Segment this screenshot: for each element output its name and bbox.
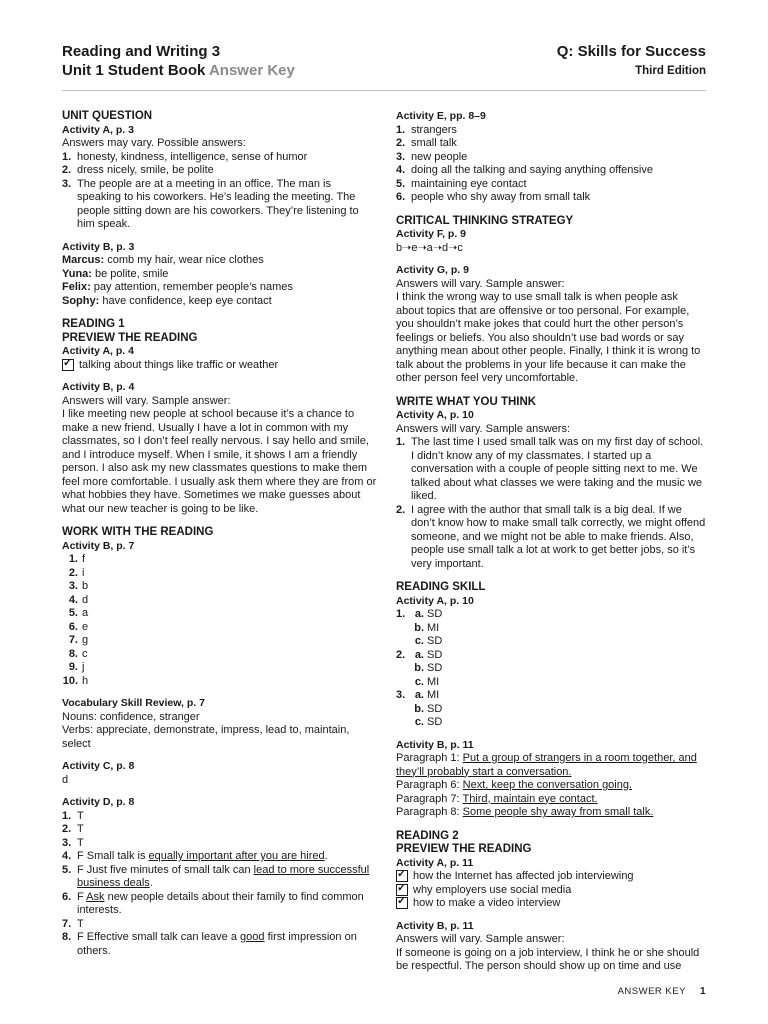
activity-heading: Activity B, p. 11 <box>396 919 474 932</box>
item-number: 1. <box>68 553 78 565</box>
item-number: 9. <box>68 661 78 673</box>
section-heading: UNIT QUESTION <box>62 110 153 122</box>
list-item <box>62 268 377 282</box>
list-item <box>62 254 377 268</box>
checkbox-checked-icon <box>396 870 408 882</box>
list-item <box>62 281 377 295</box>
answer-list <box>62 151 377 232</box>
vocab-verbs: Verbs: appreciate, demonstrate, impress, lead to, maintain, select <box>62 724 350 750</box>
item-text: people who shy away from small talk <box>411 191 591 203</box>
item-text: g <box>82 634 89 646</box>
list-item <box>62 891 377 918</box>
item-letter: a. <box>414 608 424 620</box>
activity-heading: Activity D, p. 8 <box>62 796 135 808</box>
checkbox-checked-icon <box>396 884 408 896</box>
item-number: 8. <box>68 647 78 660</box>
list-item <box>62 594 377 608</box>
list-item <box>62 178 377 232</box>
list-item <box>396 504 708 572</box>
list-item <box>62 621 377 635</box>
item-number: 1. <box>396 608 406 620</box>
item-text: how to make a video interview <box>413 897 561 909</box>
answer-intro: Answers will vary. Sample answers: <box>396 422 571 435</box>
item-text: pay attention, remember people’s names <box>90 281 293 293</box>
list-item <box>62 553 377 567</box>
speaker-name: Sophy: <box>62 294 100 307</box>
item-letter: b. <box>414 621 424 634</box>
item-text: MI <box>427 689 440 701</box>
sample-answer: If someone is going on a job interview, I think he or she should be respectful. The person should show up on time and use <box>396 946 700 972</box>
item-number: 4. <box>68 593 78 606</box>
page-number: 1 <box>699 986 706 997</box>
speaker-name: Yuna: <box>62 267 92 280</box>
main-idea-sentence: Put a group of strangers in a room together, and they’ll probably start a conversation. <box>396 752 697 778</box>
activity-heading: Activity A, p. 4 <box>62 345 134 357</box>
list-item <box>62 164 377 178</box>
answer-list <box>62 553 377 688</box>
item-number <box>396 635 411 649</box>
item-number: 3. <box>62 836 72 849</box>
list-item <box>396 635 708 649</box>
item-number <box>396 703 411 717</box>
item-text: c <box>82 647 88 660</box>
item-text: SD <box>427 648 443 661</box>
underlined-correction: good <box>240 931 265 943</box>
edition-label: Third Edition <box>635 65 706 77</box>
item-text: i <box>82 566 85 579</box>
list-item <box>396 806 708 820</box>
item-number: 2. <box>396 648 406 661</box>
item-text: The people are at a meeting in an office. The man is speaking to his coworkers. He’s leading the meeting. The people sitting down are his coworkers. They’re listening to him speak. <box>77 177 359 230</box>
item-text-pre: T <box>77 823 84 835</box>
item-number: 5. <box>68 607 78 619</box>
answer-list <box>62 810 377 959</box>
list-item <box>62 810 377 824</box>
underlined-correction: equally important after you are hired <box>148 850 325 862</box>
item-number <box>396 622 411 636</box>
item-text: SD <box>427 702 443 715</box>
item-number: 1. <box>396 123 406 136</box>
list-item <box>396 151 708 165</box>
item-letter: a. <box>414 648 424 661</box>
item-text: MI <box>427 675 440 688</box>
item-text-pre: F <box>77 890 87 903</box>
section-heading: PREVIEW THE READING <box>396 843 532 855</box>
section-heading: WRITE WHAT YOU THINK <box>396 395 537 408</box>
sample-answer: I think the wrong way to use small talk is when people ask about topics that are offensive or too personal. For example, you shouldn’t make jokes that could hurt the other person’s feelings or beliefs. You also shouldn’t use bad words or say anything mean about other people. Finally, I think it is wrong to talk about the problems in your life because it can make the other person feel very uncomfortable. <box>396 291 701 384</box>
activity-heading: Vocabulary Skill Review, p. 7 <box>62 697 205 709</box>
paragraph-label: Paragraph 7: <box>396 792 463 805</box>
item-text: maintaining eye contact <box>411 177 527 190</box>
item-text: dress nicely, smile, be polite <box>77 164 214 176</box>
list-item <box>62 675 377 689</box>
item-text <box>77 931 377 958</box>
item-text: SD <box>427 662 443 674</box>
activity-heading: Activity B, p. 11 <box>396 738 474 751</box>
item-number: 2. <box>62 823 72 835</box>
footer-label: ANSWER KEY <box>617 986 686 997</box>
item-text-pre: T <box>77 836 84 849</box>
activity-heading: Activity A, p. 3 <box>62 123 134 136</box>
item-text: The last time I used small talk was on my first day of school. I didn’t know any of my classmates. I started up a conversation with a couple of people sitting next to me. We talked about what classes we were taking and the music we liked. <box>411 436 704 502</box>
item-text: why employers use social media <box>413 883 572 896</box>
answer-intro: Answers will vary. Sample answer: <box>396 933 565 945</box>
sample-answer: I like meeting new people at school because it’s a chance to make a new friend. Usually I have a lot in common with my classmates, so I don’t feel really nervous. I say hello and smile, and I introduce myself. When I smile, it shows I am a friendly person. I also ask my new classmates questions to make them feel more comfortable. I usually ask them where they are from or what hobbies they have. Sometimes we make guesses about what our new teacher is going to be like. <box>62 408 377 515</box>
item-number: 8. <box>62 931 72 943</box>
answer-list <box>396 752 708 820</box>
item-text-post: first impression on others. <box>77 931 357 957</box>
item-text: new people <box>411 150 468 163</box>
item-number: 1. <box>62 809 72 822</box>
list-item <box>396 752 708 779</box>
student-book-label: Student Book <box>107 62 206 79</box>
answer-intro: Answers will vary. Sample answer: <box>396 277 565 290</box>
list-item <box>396 164 708 178</box>
item-number: 10. <box>62 674 78 687</box>
item-text-post: . <box>324 850 328 862</box>
activity-heading: Activity E, pp. 8–9 <box>396 110 486 122</box>
item-letter: c. <box>414 675 424 688</box>
item-number: 1. <box>396 436 406 448</box>
list-item <box>62 295 377 309</box>
answer-list <box>396 608 708 730</box>
item-text: have confidence, keep eye contact <box>99 294 272 307</box>
item-text: b <box>82 580 89 592</box>
item-number: 2. <box>62 164 72 176</box>
item-text <box>77 837 84 851</box>
item-text: d <box>82 593 89 606</box>
header-right <box>557 42 706 81</box>
answer-intro: Answers may vary. Possible answers: <box>62 137 246 149</box>
item-text: strangers <box>411 123 457 136</box>
item-text <box>77 810 84 824</box>
checkbox-checked-icon <box>62 359 74 371</box>
item-text <box>77 864 377 891</box>
activity-heading: Activity B, p. 4 <box>62 381 135 393</box>
right-column <box>396 110 708 974</box>
item-text: small talk <box>411 137 457 149</box>
item-number: 6. <box>68 620 78 633</box>
section-heading: WORK WITH THE READING <box>62 526 214 538</box>
list-item <box>396 649 708 663</box>
list-item <box>62 151 377 165</box>
unit-label: Unit 1 <box>62 62 104 79</box>
item-number: 7. <box>62 917 72 930</box>
item-number <box>396 676 411 690</box>
list-item <box>62 864 377 891</box>
book-title: Reading and Writing 3 <box>62 43 221 60</box>
item-number: 3. <box>396 689 406 701</box>
item-text <box>77 850 328 864</box>
section-heading: READING SKILL <box>396 581 486 593</box>
section-heading: READING 2 <box>396 829 459 842</box>
list-item <box>62 823 377 837</box>
book-subtitle <box>62 61 295 80</box>
list-item <box>62 359 377 373</box>
underlined-correction: Ask <box>86 890 105 903</box>
main-idea-sentence: Some people shy away from small talk. <box>462 806 654 818</box>
section-heading: PREVIEW THE READING <box>62 331 198 344</box>
speaker-name: Felix: <box>62 281 91 293</box>
list-item <box>396 870 708 884</box>
item-number <box>396 662 411 676</box>
activity-heading: Activity B, p. 7 <box>62 539 135 552</box>
item-number: 2. <box>396 503 406 516</box>
list-item <box>396 703 708 717</box>
item-text: SD <box>427 716 443 728</box>
activity-heading: Activity A, p. 10 <box>396 594 474 607</box>
list-item <box>396 124 708 138</box>
item-text: f <box>82 553 86 565</box>
item-number: 3. <box>68 580 78 592</box>
item-text <box>77 891 377 918</box>
item-number: 4. <box>396 164 406 176</box>
item-text-pre: F Just five minutes of small talk can <box>77 863 254 876</box>
list-item <box>62 661 377 675</box>
item-text: SD <box>427 608 443 620</box>
item-number: 6. <box>62 890 72 903</box>
speaker-name: Marcus: <box>62 254 105 266</box>
answer-intro: Answers will vary. Sample answer: <box>62 394 231 407</box>
item-number: 5. <box>62 863 72 876</box>
list-item <box>396 608 708 622</box>
item-text-pre: T <box>77 917 84 930</box>
item-number: 2. <box>396 137 406 149</box>
item-letter: a. <box>414 689 424 701</box>
item-text: h <box>82 674 89 687</box>
answer-key-label: Answer Key <box>208 62 295 79</box>
page-footer <box>618 986 706 997</box>
list-item <box>396 793 708 807</box>
main-idea-sentence: Next, keep the conversation going. <box>462 779 633 791</box>
list-item <box>396 689 708 703</box>
item-number: 4. <box>62 850 72 862</box>
checkbox-checked-icon <box>396 897 408 909</box>
list-item <box>396 662 708 676</box>
answer-list <box>396 124 708 205</box>
section-heading: CRITICAL THINKING STRATEGY <box>396 214 574 227</box>
list-item <box>396 676 708 690</box>
paragraph-label: Paragraph 6: <box>396 779 463 791</box>
header-left <box>62 42 295 80</box>
item-number: 2. <box>68 566 78 579</box>
list-item <box>396 436 708 504</box>
item-number: 6. <box>396 191 406 203</box>
item-text: e <box>82 620 89 633</box>
answer-text: d <box>62 773 69 786</box>
list-item <box>62 918 377 932</box>
answer-text: b➝e➝a➝d➝c <box>396 241 463 254</box>
activity-heading: Activity G, p. 9 <box>396 264 469 276</box>
list-item <box>62 634 377 648</box>
item-text <box>77 823 84 837</box>
activity-heading: Activity A, p. 11 <box>396 856 474 869</box>
answer-list <box>62 254 377 308</box>
item-text-post: . <box>149 877 153 889</box>
item-number <box>396 716 411 730</box>
answer-list <box>396 436 708 571</box>
series-title: Q: Skills for Success <box>556 43 706 60</box>
item-text-post: new people details about their family to find common interests. <box>77 890 364 916</box>
item-text: a <box>82 607 89 619</box>
item-letter: b. <box>414 702 424 715</box>
list-item <box>62 607 377 621</box>
list-item <box>396 884 708 898</box>
activity-heading: Activity B, p. 3 <box>62 240 135 253</box>
answer-list <box>396 870 708 911</box>
list-item <box>396 191 708 205</box>
header-divider <box>62 90 706 91</box>
item-number: 3. <box>396 150 406 163</box>
item-number: 7. <box>68 634 78 646</box>
item-text: how the Internet has affected job interviewing <box>413 870 634 882</box>
list-item <box>62 850 377 864</box>
underlined-correction: lead to more successful business deals <box>77 863 370 889</box>
section-heading: READING 1 <box>62 318 125 330</box>
item-text: comb my hair, wear nice clothes <box>104 254 264 266</box>
item-letter: c. <box>414 716 424 728</box>
list-item <box>396 178 708 192</box>
item-text: be polite, smile <box>91 267 169 280</box>
left-column <box>62 110 377 958</box>
list-item <box>396 622 708 636</box>
paragraph-label: Paragraph 1: <box>396 752 463 764</box>
list-item <box>62 837 377 851</box>
paragraph-label: Paragraph 8: <box>396 806 463 818</box>
item-text: j <box>82 661 85 673</box>
activity-heading: Activity A, p. 10 <box>396 409 474 421</box>
vocab-nouns: Nouns: confidence, stranger <box>62 710 200 723</box>
item-text: doing all the talking and saying anything offensive <box>411 164 653 176</box>
item-letter: c. <box>414 635 424 647</box>
list-item <box>396 716 708 730</box>
item-text <box>77 918 84 932</box>
list-item <box>62 580 377 594</box>
item-letter: b. <box>414 662 424 674</box>
item-text: SD <box>427 635 443 647</box>
item-text-pre: T <box>77 809 84 822</box>
item-text-pre: F Small talk is <box>77 850 149 862</box>
list-item <box>62 648 377 662</box>
list-item <box>396 137 708 151</box>
item-text: I agree with the author that small talk is a big deal. If we don’t know how to make small talk correctly, we might offend someone, and we might not be able to make friends. Also, people use small talk a lot at work to get better jobs, so it’s very important. <box>411 503 706 570</box>
item-text: MI <box>427 621 440 634</box>
activity-heading: Activity C, p. 8 <box>62 760 135 772</box>
item-number: 1. <box>62 150 72 163</box>
list-item <box>396 897 708 911</box>
activity-heading: Activity F, p. 9 <box>396 228 467 240</box>
list-item <box>62 567 377 581</box>
list-item <box>396 779 708 793</box>
item-number: 3. <box>62 177 72 190</box>
list-item <box>62 931 377 958</box>
item-text-pre: F Effective small talk can leave a <box>77 931 241 943</box>
main-idea-sentence: Third, maintain eye contact. <box>462 792 598 805</box>
item-text: talking about things like traffic or weather <box>79 358 279 371</box>
item-text: honesty, kindness, intelligence, sense of humor <box>77 150 308 163</box>
item-number: 5. <box>396 177 406 190</box>
